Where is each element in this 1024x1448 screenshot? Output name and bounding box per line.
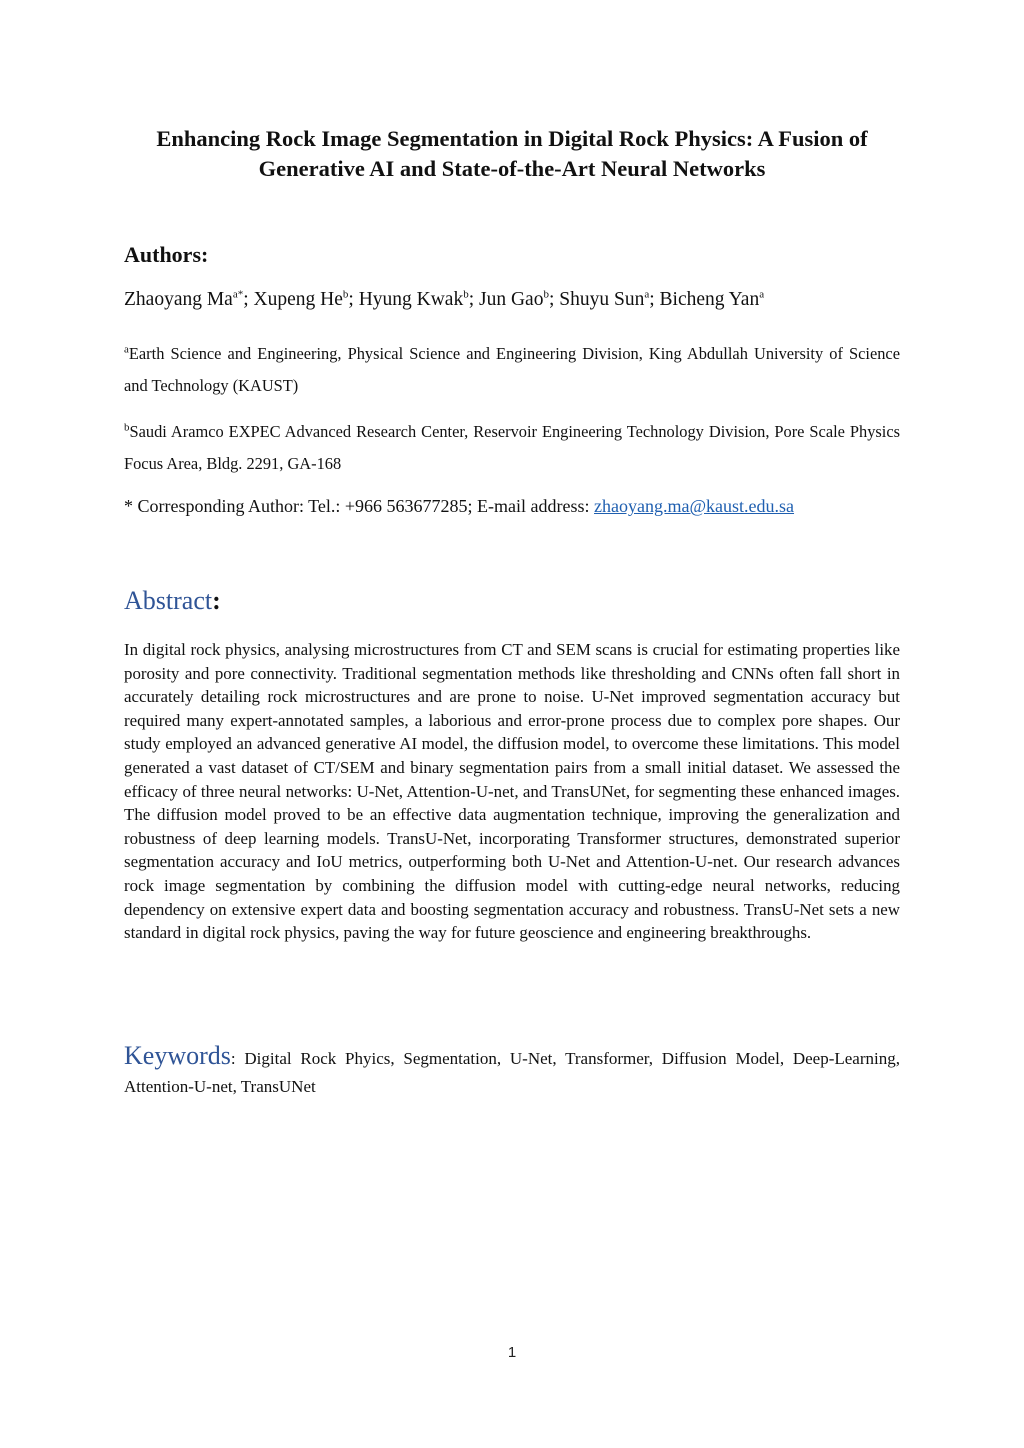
author: Hyung Kwak$^b$;	[358, 288, 480, 310]
affiliation-a: $^a$Earth Science and Engineering, Physical Science and Engineering Division, King Abdullah University of Science and Technology (KAUST)	[124, 343, 900, 395]
author-list	[124, 289, 764, 311]
title-line-1: Enhancing Rock Image Segmentation in Digital Rock Physics: A Fusion of	[156, 126, 868, 151]
affiliation-b: $^b$Saudi Aramco EXPEC Advanced Research Center, Reservoir Engineering Technology Division, Pore Scale Physics Focus Area, Bldg. 2291, GA-168	[124, 421, 900, 473]
author: Shuyu Sun$^a$;	[559, 288, 660, 310]
author: Zhaoyang $Ma^{a*}$;	[124, 288, 254, 310]
authors-heading: Authors:	[124, 242, 209, 267]
keywords-label: Keywords	[124, 1041, 231, 1070]
paper-title	[124, 124, 900, 184]
abstract-body: In digital rock physics, analysing microstructures from CT and SEM scans is crucial for estimating properties like porosity and pore connectivity. Traditional segmentation methods like thresholding and CNNs often fall short in accurately detailing rock microstructures and are prone to noise. U-Net improved segmentation accuracy but required many expert-annotated samples, a laborious and error-prone process due to complex pore shapes. Our study employed an advanced generative AI model, the diffusion model, to overcome these limitations. This model generated a vast dataset of CT/SEM and binary segmentation pairs from a small initial dataset. We assessed the efficacy of three neural networks: U-Net, Attention-U-net, and TransUNet, for segmenting these enhanced images. The diffusion model proved to be an effective data augmentation technique, improving the generalization and robustness of deep learning models. TransU-Net, incorporating Transformer structures, demonstrated superior segmentation accuracy and IoU metrics, outperforming both U-Net and Attention-U-net. Our research advances rock image segmentation by combining the diffusion model with cutting-edge neural networks, reducing dependency on extensive expert data and boosting segmentation accuracy and robustness. TransU-Net sets a new standard in digital rock physics, paving the way for future geoscience and engineering breakthroughs.	[124, 640, 900, 943]
author: Xupeng He$^b$;	[253, 288, 359, 310]
keywords-text: : Digital Rock Phyics, Segmentation, U-Net, Transformer, Diffusion Model, Deep-Learning, Attention-U-net, TransUNet	[124, 1049, 900, 1096]
page-number: 1	[507, 1344, 517, 1361]
author: Bicheng Yan$^a$	[659, 288, 765, 310]
keywords	[124, 1042, 900, 1101]
author: Jun Gao$^b$;	[479, 288, 560, 310]
abstract-heading: Abstract:	[124, 586, 221, 615]
corresponding-author: * Corresponding Author: Tel.: +966 563677285; E-mail address: zhaoyang.ma@kaust.edu.sa	[124, 496, 795, 516]
email-link[interactable]: zhaoyang.ma@kaust.edu.sa	[594, 496, 795, 516]
title-line-2: Generative AI and State-of-the-Art Neural Networks	[258, 156, 766, 181]
